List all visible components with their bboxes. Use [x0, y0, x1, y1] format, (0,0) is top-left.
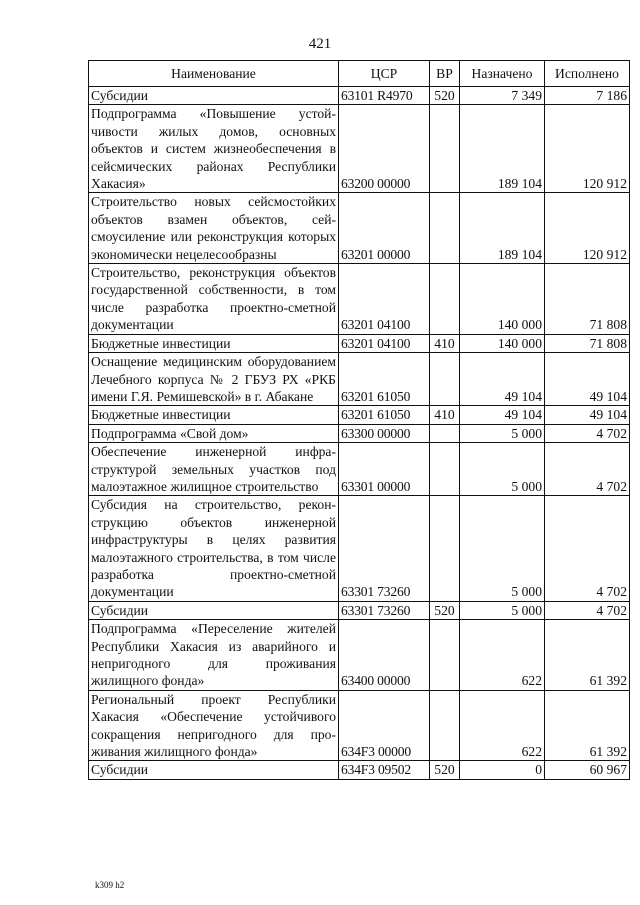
row-vr: [430, 264, 460, 335]
table-row: [89, 406, 630, 424]
page-number: 421: [308, 36, 332, 52]
table-row: [89, 105, 630, 193]
row-assigned: 7 349: [460, 87, 545, 105]
table-row: [89, 496, 630, 601]
header-assigned: Назначено: [460, 61, 545, 87]
row-assigned: 5 000: [460, 443, 545, 496]
row-vr: [430, 620, 460, 691]
row-vr: [430, 690, 460, 761]
row-executed: 4 702: [545, 443, 630, 496]
row-executed: 49 104: [545, 353, 630, 406]
row-csr: 63400 00000: [339, 620, 430, 691]
table-row: [89, 601, 630, 619]
row-assigned: 140 000: [460, 264, 545, 335]
row-assigned: 5 000: [460, 424, 545, 442]
row-executed: 71 808: [545, 264, 630, 335]
table-row: [89, 443, 630, 496]
row-assigned: 622: [460, 690, 545, 761]
row-assigned: 0: [460, 761, 545, 779]
row-executed: 61 392: [545, 690, 630, 761]
row-csr: 634F3 00000: [339, 690, 430, 761]
table-row: [89, 264, 630, 335]
row-name: Субсидия на строительство, реконструкцию объектов инженерной инфраструктуры в целях развития малоэтажного строительства, в том числе разработка проектно-сметной документации: [89, 496, 339, 601]
row-name: Строительство новых сейсмостойких объектов взамен объектов, сейсмоусиление или реконструкция которых экономически нецелесообразны: [89, 193, 339, 264]
row-csr: 63101 R4970: [339, 87, 430, 105]
row-csr: 63201 00000: [339, 193, 430, 264]
row-vr: [430, 105, 460, 193]
row-assigned: 189 104: [460, 105, 545, 193]
row-vr: 520: [430, 601, 460, 619]
row-executed: 71 808: [545, 334, 630, 352]
row-vr: [430, 353, 460, 406]
table-row: [89, 620, 630, 691]
row-vr: [430, 443, 460, 496]
row-csr: 63201 61050: [339, 406, 430, 424]
row-csr: 63201 61050: [339, 353, 430, 406]
row-name: Обеспечение инженерной инфраструктурой земельных участков под малоэтажное жилищное строительство: [89, 443, 339, 496]
row-csr: 634F3 09502: [339, 761, 430, 779]
row-csr: 63300 00000: [339, 424, 430, 442]
row-csr: 63201 04100: [339, 334, 430, 352]
footer-code: k309 h2: [95, 880, 125, 890]
row-name: Строительство, реконструкция объектов государственной собственности, в том числе разработка проектно-сметной документации: [89, 264, 339, 335]
row-csr: 63301 00000: [339, 443, 430, 496]
row-name: Бюджетные инвестиции: [89, 334, 339, 352]
row-assigned: 49 104: [460, 406, 545, 424]
row-name: Бюджетные инвестиции: [89, 406, 339, 424]
row-csr: 63301 73260: [339, 496, 430, 601]
row-assigned: 49 104: [460, 353, 545, 406]
row-name: Подпрограмма «Переселение жителей Республики Хакасия из аварийного и непригодного для проживания жилищного фонда»: [89, 620, 339, 691]
row-executed: 120 912: [545, 193, 630, 264]
header-csr: ЦСР: [339, 61, 430, 87]
row-vr: [430, 193, 460, 264]
row-executed: 49 104: [545, 406, 630, 424]
row-csr: 63201 04100: [339, 264, 430, 335]
row-csr: 63200 00000: [339, 105, 430, 193]
row-vr: [430, 496, 460, 601]
table-row: [89, 87, 630, 105]
table-row: [89, 193, 630, 264]
budget-table: [88, 60, 630, 780]
row-csr: 63301 73260: [339, 601, 430, 619]
row-assigned: 5 000: [460, 496, 545, 601]
header-name: Наименование: [89, 61, 339, 87]
row-name: Субсидии: [89, 87, 339, 105]
row-executed: 4 702: [545, 496, 630, 601]
header-executed: Исполнено: [545, 61, 630, 87]
row-executed: 7 186: [545, 87, 630, 105]
row-assigned: 5 000: [460, 601, 545, 619]
row-name: Региональный проект Республики Хакасия «Обеспечение устойчивого сокращения непригодного для проживания жилищного фонда»: [89, 690, 339, 761]
header-vr: ВР: [430, 61, 460, 87]
row-name: Субсидии: [89, 761, 339, 779]
row-vr: [430, 424, 460, 442]
row-name: Оснащение медицинским оборудованием Лечебного корпуса № 2 ГБУЗ РХ «РКБ имени Г.Я. Ремишевской» в г. Абакане: [89, 353, 339, 406]
row-vr: 410: [430, 334, 460, 352]
row-assigned: 140 000: [460, 334, 545, 352]
row-vr: 410: [430, 406, 460, 424]
row-vr: 520: [430, 761, 460, 779]
table-row: [89, 690, 630, 761]
row-name: Субсидии: [89, 601, 339, 619]
table-row: [89, 334, 630, 352]
table-header-row: [89, 61, 630, 87]
table-row: [89, 353, 630, 406]
table-row: [89, 761, 630, 779]
row-name: Подпрограмма «Повышение устойчивости жилых домов, основных объектов и систем жизнеобеспечения в сейсмических районах Республики Хакасия»: [89, 105, 339, 193]
row-assigned: 189 104: [460, 193, 545, 264]
row-executed: 60 967: [545, 761, 630, 779]
row-executed: 61 392: [545, 620, 630, 691]
row-name: Подпрограмма «Свой дом»: [89, 424, 339, 442]
row-vr: 520: [430, 87, 460, 105]
row-executed: 120 912: [545, 105, 630, 193]
row-executed: 4 702: [545, 601, 630, 619]
row-executed: 4 702: [545, 424, 630, 442]
row-assigned: 622: [460, 620, 545, 691]
table-row: [89, 424, 630, 442]
